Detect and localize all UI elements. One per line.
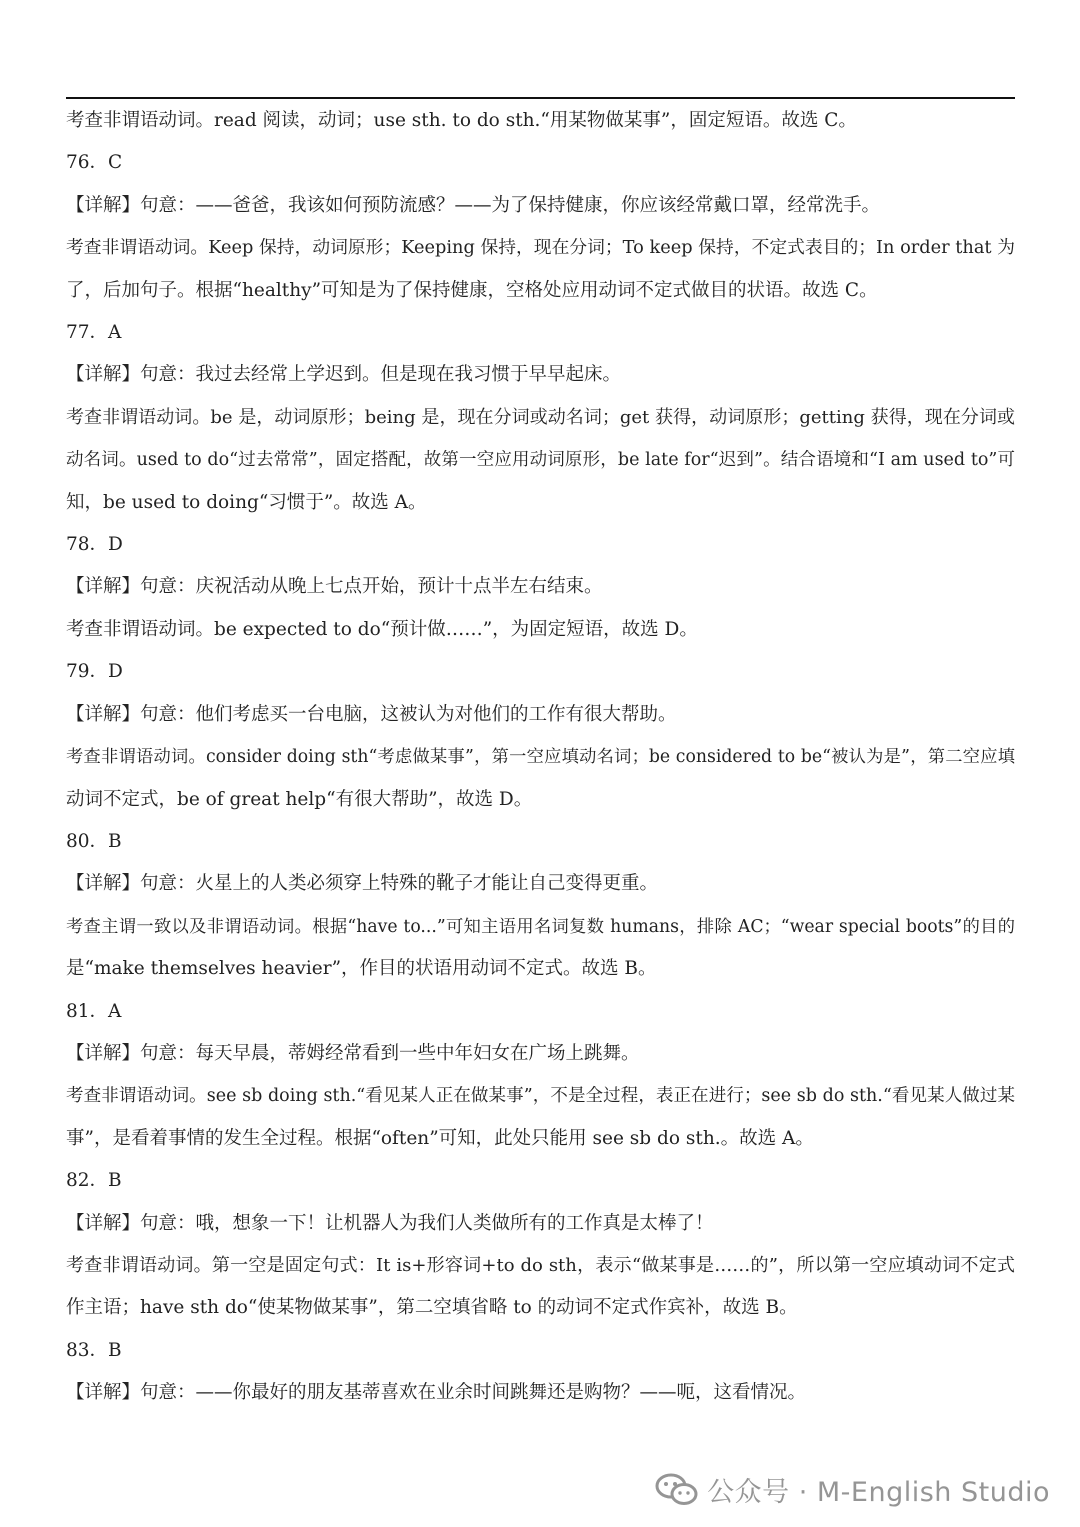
watermark-text: 公众号 · M-English Studio: [707, 1477, 1050, 1508]
text-line: 考查非谓语动词。be expected to do“预计做……”，为固定短语，故选 D。: [66, 618, 698, 640]
text-line: 【详解】句意：火星上的人类必须穿上特殊的靴子才能让自己变得更重。: [66, 873, 659, 895]
question-number: 77．A: [66, 322, 122, 344]
question-number: 83．B: [66, 1339, 122, 1361]
header-rule: [66, 97, 1015, 99]
text-line: 考查非谓语动词。Keep 保持，动词原形；Keeping 保持，现在分词；To keep 保持，不定式表目的；In order that 为: [66, 238, 1015, 259]
question-number: 79．D: [66, 661, 123, 683]
text-line: 【详解】句意：——爸爸，我该如何预防流感？——为了保持健康，你应该经常戴口罩，经常洗手。: [66, 194, 881, 216]
text-line: 考查非谓语动词。see sb doing sth.“看见某人正在做某事”，不是全过程，表正在进行；see sb do sth.“看见某人做过某: [66, 1086, 1015, 1107]
question-number: 78．D: [66, 534, 123, 556]
text-line: 考查非谓语动词。第一空是固定句式：It is+形容词+to do sth，表示“做某事是……的”，所以第一空应填动词不定式: [66, 1254, 1015, 1276]
text-line: 【详解】句意：我过去经常上学迟到。但是现在我习惯于早早起床。: [66, 364, 622, 386]
text-line: 作主语；have sth do“使某物做某事”，第二空填省略 to 的动词不定式作宾补，故选 B。: [66, 1297, 798, 1319]
text-line: 知，be used to doing“习惯于”。故选 A。: [66, 491, 427, 513]
text-line: 是“make themselves heavier”，作目的状语用动词不定式。故选 B。: [66, 958, 657, 980]
text-line: 考查非谓语动词。read 阅读，动词；use sth. to do sth.“用某物做某事”，固定短语。故选 C。: [66, 110, 857, 131]
question-number: 82．B: [66, 1170, 122, 1192]
question-number: 76．C: [66, 152, 123, 174]
question-number: 81．A: [66, 1000, 122, 1022]
text-line: 了，后加句子。根据“healthy”可知是为了保持健康，空格处应用动词不定式做目的状语。故选 C。: [66, 279, 878, 301]
text-line: 【详解】句意：每天早晨，蒂姆经常看到一些中年妇女在广场上跳舞。: [66, 1042, 640, 1064]
document-body: [66, 100, 1015, 1415]
text-line: 【详解】句意：——你最好的朋友基蒂喜欢在业余时间跳舞还是购物？——呃，这看情况。: [66, 1382, 807, 1404]
watermark: [655, 1470, 1050, 1509]
text-line: 【详解】句意：庆祝活动从晚上七点开始，预计十点半左右结束。: [66, 576, 603, 598]
text-line: 考查非谓语动词。be 是，动词原形；being 是，现在分词或动名词；get 获得，动词原形；getting 获得，现在分词或: [66, 406, 1015, 428]
text-line: 事”，是看着事情的发生全过程。根据“often”可知，此处只能用 see sb do sth.。故选 A。: [66, 1127, 814, 1149]
text-line: 动名词。used to do“过去常常”，固定搭配，故第一空应用动词原形，be late for“迟到”。结合语境和“I am used to”可: [66, 450, 1015, 471]
wechat-icon: [655, 1472, 699, 1508]
text-line: 【详解】句意：哦，想象一下！让机器人为我们人类做所有的工作真是太棒了！: [66, 1212, 714, 1234]
text-line: 考查主谓一致以及非谓语动词。根据“have to...”可知主语用名词复数 humans，排除 AC；“wear special boots”的目的: [66, 916, 1015, 937]
text-line: 考查非谓语动词。consider doing sth“考虑做某事”，第一空应填动名词；be considered to be“被认为是”，第二空应填: [66, 747, 1015, 768]
text-line: 动词不定式，be of great help“有很大帮助”，故选 D。: [66, 788, 533, 810]
text-line: 【详解】句意：他们考虑买一台电脑，这被认为对他们的工作有很大帮助。: [66, 703, 677, 725]
question-number: 80．B: [66, 830, 122, 852]
